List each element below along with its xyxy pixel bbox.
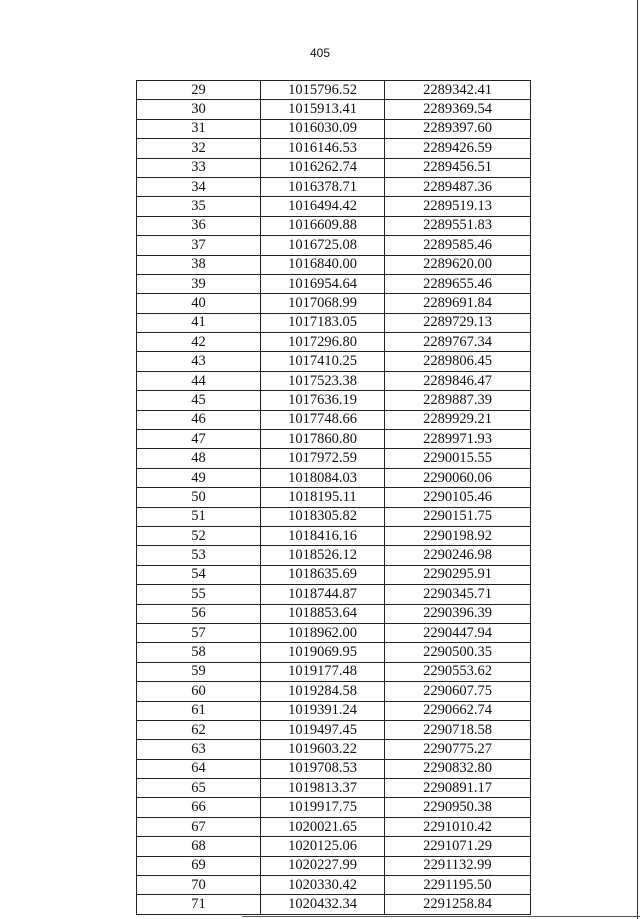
easting-cell: 1017972.59 [261,449,385,468]
point-number-cell: 33 [137,158,261,177]
table-row [137,798,531,817]
easting-cell: 1016609.88 [261,216,385,235]
table-row [137,81,531,100]
point-number-cell: 57 [137,623,261,642]
table-row [137,895,531,914]
northing-cell: 2289767.34 [385,333,531,352]
northing-cell: 2289729.13 [385,313,531,332]
point-number-cell: 29 [137,81,261,100]
easting-cell: 1018526.12 [261,546,385,565]
northing-cell: 2290447.94 [385,623,531,642]
point-number-cell: 54 [137,565,261,584]
page-edge-bottom [242,916,640,917]
easting-cell: 1020330.42 [261,876,385,895]
northing-cell: 2290246.98 [385,546,531,565]
table-row [137,139,531,158]
easting-cell: 1016494.42 [261,197,385,216]
table-row [137,759,531,778]
northing-cell: 2290950.38 [385,798,531,817]
point-number-cell: 64 [137,759,261,778]
point-number-cell: 48 [137,449,261,468]
easting-cell: 1018744.87 [261,585,385,604]
table-row [137,177,531,196]
easting-cell: 1020125.06 [261,837,385,856]
table-row [137,100,531,119]
table-row [137,468,531,487]
point-number-cell: 31 [137,119,261,138]
point-number-cell: 45 [137,391,261,410]
easting-cell: 1020021.65 [261,817,385,836]
table-row [137,643,531,662]
point-number-cell: 47 [137,430,261,449]
point-number-cell: 50 [137,488,261,507]
northing-cell: 2290295.91 [385,565,531,584]
easting-cell: 1015796.52 [261,81,385,100]
northing-cell: 2290553.62 [385,662,531,681]
northing-cell: 2289487.36 [385,177,531,196]
northing-cell: 2291195.50 [385,876,531,895]
northing-cell: 2290345.71 [385,585,531,604]
northing-cell: 2289846.47 [385,371,531,390]
northing-cell: 2289369.54 [385,100,531,119]
easting-cell: 1019391.24 [261,701,385,720]
point-number-cell: 30 [137,100,261,119]
table-row [137,236,531,255]
table-row [137,720,531,739]
point-number-cell: 46 [137,410,261,429]
table-row [137,197,531,216]
northing-cell: 2289929.21 [385,410,531,429]
northing-cell: 2289655.46 [385,274,531,293]
northing-cell: 2290662.74 [385,701,531,720]
point-number-cell: 69 [137,856,261,875]
easting-cell: 1017523.38 [261,371,385,390]
easting-cell: 1019069.95 [261,643,385,662]
easting-cell: 1019708.53 [261,759,385,778]
northing-cell: 2290891.17 [385,779,531,798]
easting-cell: 1020227.99 [261,856,385,875]
easting-cell: 1020432.34 [261,895,385,914]
table-row [137,837,531,856]
table-row [137,313,531,332]
northing-cell: 2290396.39 [385,604,531,623]
table-row [137,662,531,681]
northing-cell: 2289620.00 [385,255,531,274]
point-number-cell: 39 [137,274,261,293]
northing-cell: 2289551.83 [385,216,531,235]
table-row [137,682,531,701]
easting-cell: 1019917.75 [261,798,385,817]
easting-cell: 1018195.11 [261,488,385,507]
northing-cell: 2290015.55 [385,449,531,468]
point-number-cell: 51 [137,507,261,526]
easting-cell: 1017183.05 [261,313,385,332]
point-number-cell: 49 [137,468,261,487]
table-row [137,255,531,274]
point-number-cell: 59 [137,662,261,681]
easting-cell: 1016725.08 [261,236,385,255]
table-row [137,604,531,623]
table-row [137,876,531,895]
northing-cell: 2289806.45 [385,352,531,371]
point-number-cell: 41 [137,313,261,332]
northing-cell: 2290105.46 [385,488,531,507]
table-row [137,488,531,507]
easting-cell: 1019284.58 [261,682,385,701]
easting-cell: 1018416.16 [261,526,385,545]
page-edge-right [637,0,638,919]
point-number-cell: 35 [137,197,261,216]
table-row [137,740,531,759]
table-row [137,391,531,410]
point-number-cell: 44 [137,371,261,390]
northing-cell: 2290151.75 [385,507,531,526]
table-row [137,216,531,235]
point-number-cell: 70 [137,876,261,895]
point-number-cell: 42 [137,333,261,352]
northing-cell: 2290832.80 [385,759,531,778]
easting-cell: 1018853.64 [261,604,385,623]
easting-cell: 1016954.64 [261,274,385,293]
easting-cell: 1018084.03 [261,468,385,487]
table-row [137,585,531,604]
easting-cell: 1019603.22 [261,740,385,759]
easting-cell: 1017860.80 [261,430,385,449]
easting-cell: 1017296.80 [261,333,385,352]
table-row [137,546,531,565]
easting-cell: 1016378.71 [261,177,385,196]
northing-cell: 2290607.75 [385,682,531,701]
northing-cell: 2289887.39 [385,391,531,410]
table-row [137,333,531,352]
easting-cell: 1017068.99 [261,294,385,313]
table-row [137,623,531,642]
northing-cell: 2289456.51 [385,158,531,177]
point-number-cell: 37 [137,236,261,255]
easting-cell: 1015913.41 [261,100,385,119]
easting-cell: 1016840.00 [261,255,385,274]
easting-cell: 1018962.00 [261,623,385,642]
table-row [137,526,531,545]
point-number-cell: 67 [137,817,261,836]
northing-cell: 2291258.84 [385,895,531,914]
point-number-cell: 61 [137,701,261,720]
easting-cell: 1019177.48 [261,662,385,681]
point-number-cell: 66 [137,798,261,817]
easting-cell: 1018635.69 [261,565,385,584]
northing-cell: 2289691.84 [385,294,531,313]
point-number-cell: 55 [137,585,261,604]
point-number-cell: 53 [137,546,261,565]
northing-cell: 2290198.92 [385,526,531,545]
point-number-cell: 68 [137,837,261,856]
easting-cell: 1017636.19 [261,391,385,410]
easting-cell: 1019813.37 [261,779,385,798]
table-row [137,294,531,313]
table-row [137,449,531,468]
table-row [137,817,531,836]
point-number-cell: 43 [137,352,261,371]
northing-cell: 2289519.13 [385,197,531,216]
point-number-cell: 56 [137,604,261,623]
page-number: 405 [309,46,331,60]
northing-cell: 2290500.35 [385,643,531,662]
point-number-cell: 32 [137,139,261,158]
northing-cell: 2290718.58 [385,720,531,739]
coordinate-table [136,80,531,915]
northing-cell: 2289971.93 [385,430,531,449]
table-row [137,565,531,584]
table-row [137,371,531,390]
easting-cell: 1019497.45 [261,720,385,739]
easting-cell: 1016262.74 [261,158,385,177]
table-row [137,507,531,526]
point-number-cell: 36 [137,216,261,235]
point-number-cell: 40 [137,294,261,313]
northing-cell: 2291132.99 [385,856,531,875]
easting-cell: 1016146.53 [261,139,385,158]
point-number-cell: 38 [137,255,261,274]
table-row [137,119,531,138]
table-row [137,352,531,371]
point-number-cell: 60 [137,682,261,701]
point-number-cell: 34 [137,177,261,196]
point-number-cell: 58 [137,643,261,662]
northing-cell: 2291071.29 [385,837,531,856]
table-row [137,410,531,429]
table-row [137,701,531,720]
point-number-cell: 63 [137,740,261,759]
northing-cell: 2290775.27 [385,740,531,759]
table-row [137,430,531,449]
easting-cell: 1017410.25 [261,352,385,371]
northing-cell: 2289426.59 [385,139,531,158]
point-number-cell: 52 [137,526,261,545]
point-number-cell: 71 [137,895,261,914]
easting-cell: 1016030.09 [261,119,385,138]
point-number-cell: 62 [137,720,261,739]
northing-cell: 2289397.60 [385,119,531,138]
point-number-cell: 65 [137,779,261,798]
easting-cell: 1018305.82 [261,507,385,526]
table-row [137,779,531,798]
northing-cell: 2289342.41 [385,81,531,100]
table-row [137,856,531,875]
easting-cell: 1017748.66 [261,410,385,429]
northing-cell: 2289585.46 [385,236,531,255]
table-row [137,158,531,177]
coordinate-table-body [137,81,531,915]
northing-cell: 2291010.42 [385,817,531,836]
northing-cell: 2290060.06 [385,468,531,487]
table-row [137,274,531,293]
